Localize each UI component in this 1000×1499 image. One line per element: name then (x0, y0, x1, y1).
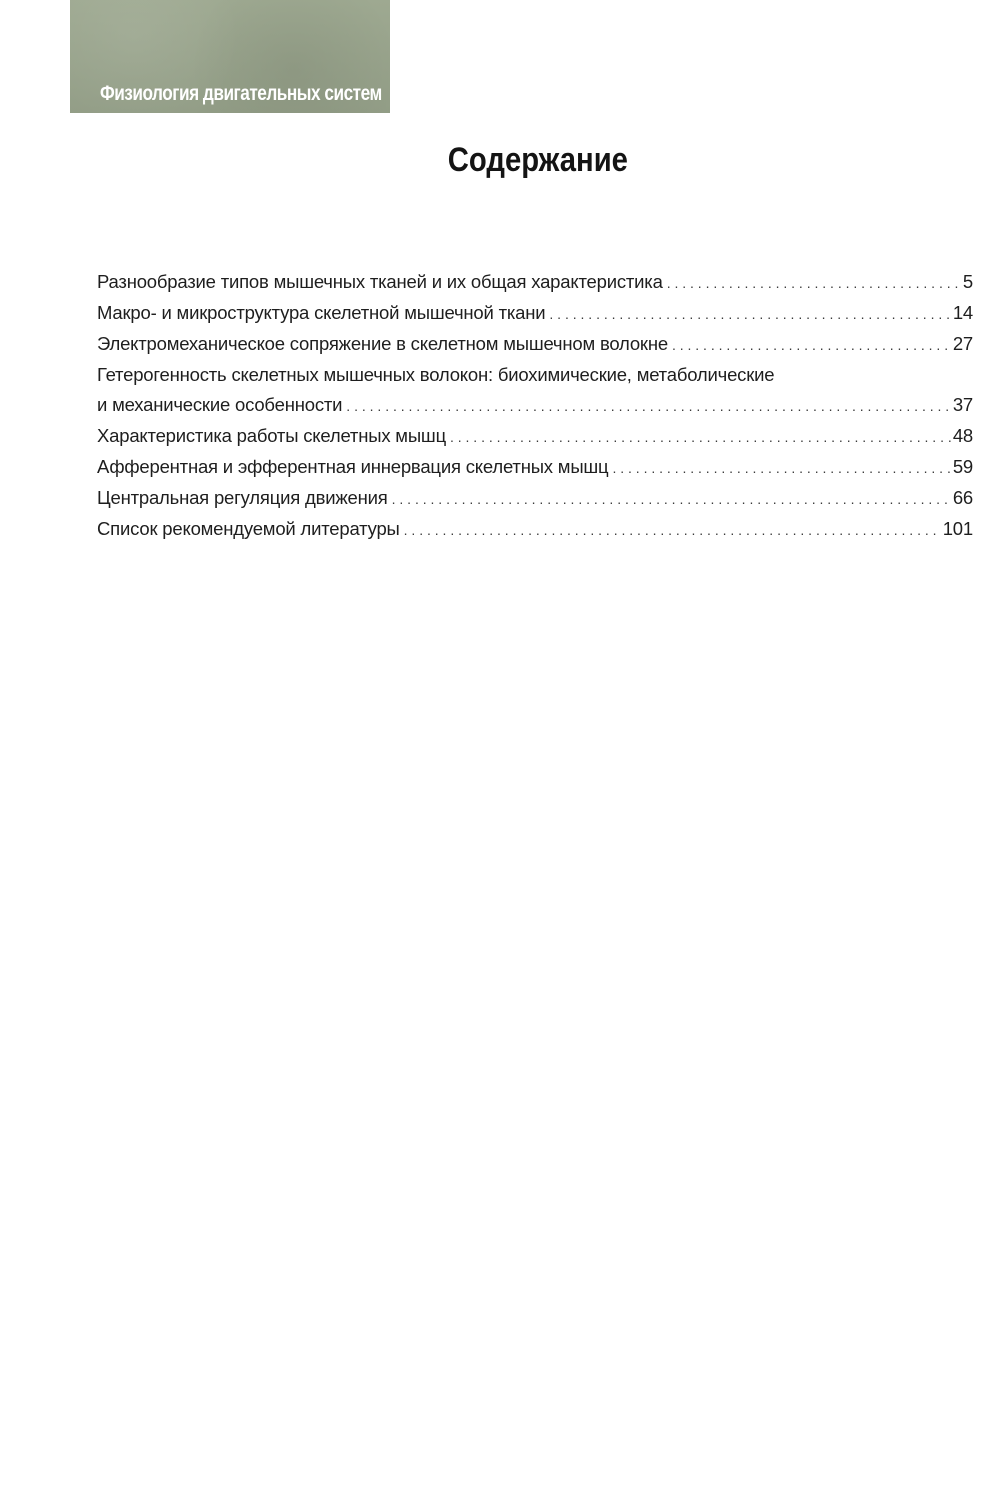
toc-entry-page: 27 (952, 333, 973, 354)
toc-entry-page: 14 (952, 302, 973, 323)
table-of-contents (97, 267, 973, 545)
toc-entry-page: 59 (952, 456, 973, 477)
toc-entry-title: Разнообразие типов мышечных тканей и их общая характеристика (97, 271, 663, 292)
toc-entry-title: Список рекомендуемой литературы (97, 518, 400, 539)
toc-entry-page: 37 (952, 394, 973, 415)
toc-leader-dots (667, 268, 961, 298)
toc-entry[interactable] (97, 329, 973, 360)
toc-entry-page: 66 (952, 487, 973, 508)
toc-entry[interactable] (97, 452, 973, 483)
toc-entry[interactable] (97, 360, 973, 421)
toc-leader-dots (404, 515, 941, 545)
toc-leader-dots (549, 299, 950, 329)
toc-leader-dots (346, 391, 951, 421)
toc-entry-title-line2: и механические особенности (97, 394, 343, 415)
toc-leader-dots (672, 330, 951, 360)
toc-entry-title: Характеристика работы скелетных мышц (97, 425, 446, 446)
toc-entry[interactable] (97, 267, 973, 298)
toc-entry[interactable] (97, 421, 973, 452)
toc-entry[interactable] (97, 514, 973, 545)
toc-entry[interactable] (97, 483, 973, 514)
toc-entry-page: 101 (942, 518, 973, 539)
toc-entry-title: Афферентная и эфферентная иннервация скелетных мышц (97, 456, 609, 477)
page-title: Содержание (447, 141, 628, 179)
toc-entry-title: Электромеханическое сопряжение в скелетном мышечном волокне (97, 333, 668, 354)
toc-entry-page: 48 (952, 425, 973, 446)
toc-leader-dots (450, 422, 951, 452)
toc-leader-dots (612, 453, 950, 483)
toc-entry-title: Центральная регуляция движения (97, 487, 388, 508)
running-header-title: Физиология двигательных систем (100, 82, 382, 105)
toc-entry-title: Макро- и микроструктура скелетной мышечной ткани (97, 302, 546, 323)
toc-entry-page: 5 (962, 271, 973, 292)
toc-entry[interactable] (97, 298, 973, 329)
toc-entry-title-line1: Гетерогенность скелетных мышечных волокон: биохимические, метаболические (97, 364, 775, 385)
toc-leader-dots (392, 484, 951, 514)
